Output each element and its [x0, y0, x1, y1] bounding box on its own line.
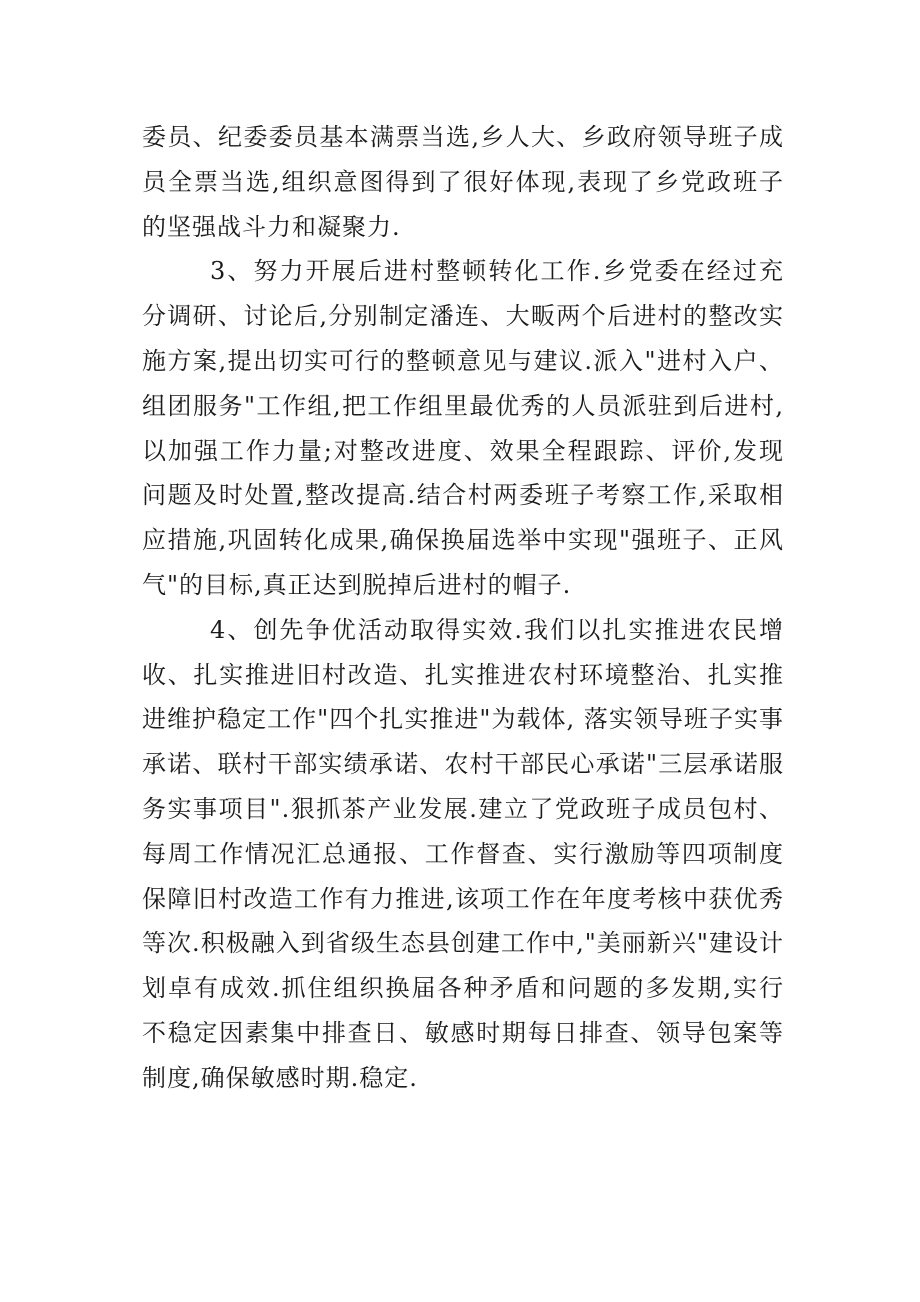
paragraph-item-4: 4、创先争优活动取得实效.我们以扎实推进农民增收、扎实推进旧村改造、扎实推进农村环境整治、扎实推进维护稳定工作"四个扎实推进"为载体, 落实领导班子实事承诺、联村干部实绩承诺、农村干部民心承诺"三层承诺服务实事项目".狠抓茶产业发展.建立了党政班子成员包村、每周工作情况汇总通报、工作督查、实行激励等四项制度保障旧村改造工作有力推进,该项工作在年度考核中获优秀等次.积极融入到省级生态县创建工作中,"美丽新兴"建设计划卓有成效.抓住组织换届各种矛盾和问题的多发期,实行不稳定因素集中排查日、敏感时期每日排查、领导包案等制度,确保敏感时期.稳定.	[142, 615, 784, 1092]
paragraph-item-3: 3、努力开展后进村整顿转化工作.乡党委在经过充分调研、讨论后,分别制定潘连、大畈两个后进村的整改实施方案,提出切实可行的整顿意见与建议.派入"进村入户、组团服务"工作组,把工作组里最优秀的人员派驻到后进村,以加强工作力量;对整改进度、效果全程跟踪、评价,发现问题及时处置,整改提高.结合村两委班子考察工作,采取相应措施,巩固转化成果,确保换届选举中实现"强班子、正风气"的目标,真正达到脱掉后进村的帽子.	[142, 257, 784, 599]
document-body	[142, 115, 784, 1101]
paragraph-continuation: 委员、纪委委员基本满票当选,乡人大、乡政府领导班子成员全票当选,组织意图得到了很好体现,表现了乡党政班子的坚强战斗力和凝聚力.	[142, 123, 784, 241]
